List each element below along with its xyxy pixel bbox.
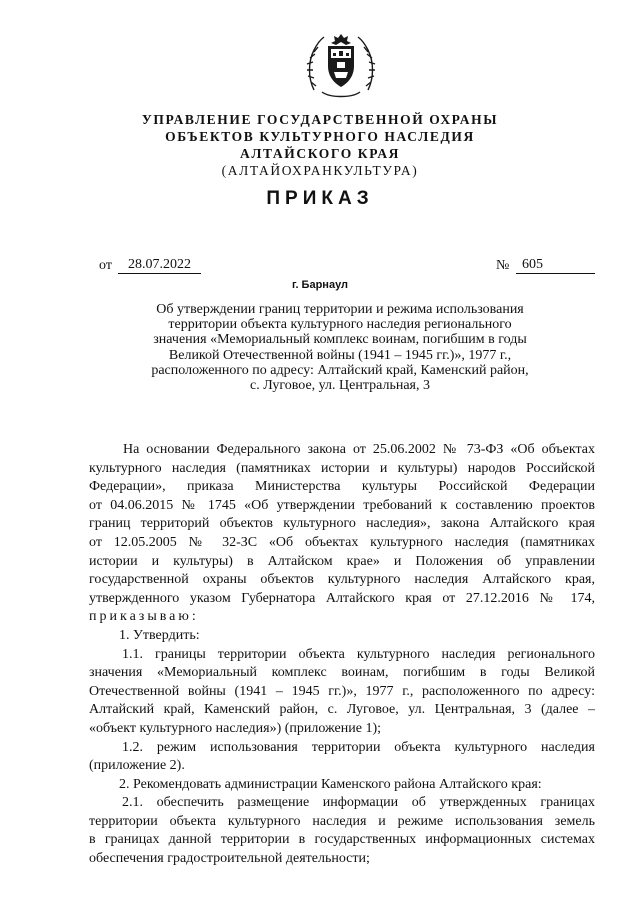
subject-line: Великой Отечественной войны (1941 – 1945 гг.)», 1977 г., (168, 347, 512, 363)
order-subject (140, 302, 540, 393)
item-1-2-line: (приложение 2). (89, 758, 185, 774)
org-name-line-1: УПРАВЛЕНИЕ ГОСУДАРСТВЕННОЙ ОХРАНЫ (141, 112, 499, 127)
preamble-line: Федерации», приказа Министерства культуры Российской Федерации (89, 479, 595, 495)
item-1: 1. Утвердить: (119, 627, 200, 643)
subject-line: с. Луговое, ул. Центральная, 3 (250, 378, 430, 394)
item-2-1-line: 2.1. обеспечить размещение информации об утвержденных границах (122, 795, 595, 811)
item-1-1-line: 1.1. границы территории объекта культурного наследия регионального (122, 646, 595, 662)
order-date: 28.07.2022 (118, 256, 201, 274)
order-number: 605 (516, 256, 595, 274)
preamble-line: от 04.06.2015 № 1745 «Об утверждении требований к составлению проектов (89, 497, 595, 513)
preamble-line: На основании Федерального закона от 25.06.2002 № 73-ФЗ «Об объектах (123, 442, 595, 457)
preamble-line: от 12.05.2005 № 32-ЗС «Об объектах культурного наследия (памятниках (89, 534, 595, 550)
item-1-1-line: «объект культурного наследия») (приложение 1); (89, 720, 381, 736)
order-body (89, 441, 595, 869)
org-short-name: (АЛТАЙОХРАНКУЛЬТУРА) (221, 163, 419, 178)
org-name-line-2: ОБЪЕКТОВ КУЛЬТУРНОГО НАСЛЕДИЯ (165, 129, 475, 144)
org-name-line-3: АЛТАЙСКОГО КРАЯ (239, 146, 401, 161)
date-label: от (99, 258, 112, 273)
subject-line: значения «Мемориальный комплекс воинам, погибшим в годы (153, 332, 527, 348)
subject-line: территории объекта культурного наследия регионального (168, 317, 512, 333)
preamble-line: культурного наследия (памятниках истории и культуры) народов Российской (89, 460, 595, 476)
item-1-2-line: 1.2. режим использования территории объекта культурного наследия (122, 739, 595, 755)
preamble-line: границ территорий объектов культурного наследия», закона Алтайского края (89, 516, 595, 532)
orders-word: приказываю: (89, 609, 199, 625)
preamble-line: утвержденного указом Губернатора Алтайского края от 27.12.2016 № 174, (89, 590, 595, 606)
number-label: № (496, 258, 510, 273)
subject-line: Об утверждении границ территории и режима использования (156, 302, 524, 317)
item-1-1-line: значения «Мемориальный комплекс воинам, погибшим в годы Великой (89, 665, 595, 681)
item-2-1-line: обеспечения градостроительной деятельности; (89, 851, 370, 867)
item-2-1-line: в границах данной территории в государственных информационных системах (89, 832, 595, 848)
item-2-1-line: территории объекта культурного наследия и режиме использования земель (89, 813, 595, 829)
item-2: 2. Рекомендовать администрации Каменского района Алтайского края: (119, 776, 542, 792)
city-name: г. Барнаул (291, 279, 349, 291)
document-title: ПРИКАЗ (266, 188, 374, 209)
coat-of-arms-emblem (304, 28, 378, 102)
item-1-1-line: Алтайский край, Каменский район, с. Луговое, ул. Центральная, 3 (далее – (89, 702, 595, 718)
item-1-1-line: Отечественной войны (1941 – 1945 гг.)», 1977 г., расположенного по адресу: (89, 683, 595, 699)
preamble-line: государственной охраны объектов культурного наследия Алтайского края, (89, 572, 595, 588)
subject-line: расположенного по адресу: Алтайский край, Каменский район, (151, 362, 529, 378)
preamble-line: истории и культуры) в Алтайском крае» и Положения об управлении (89, 553, 595, 569)
